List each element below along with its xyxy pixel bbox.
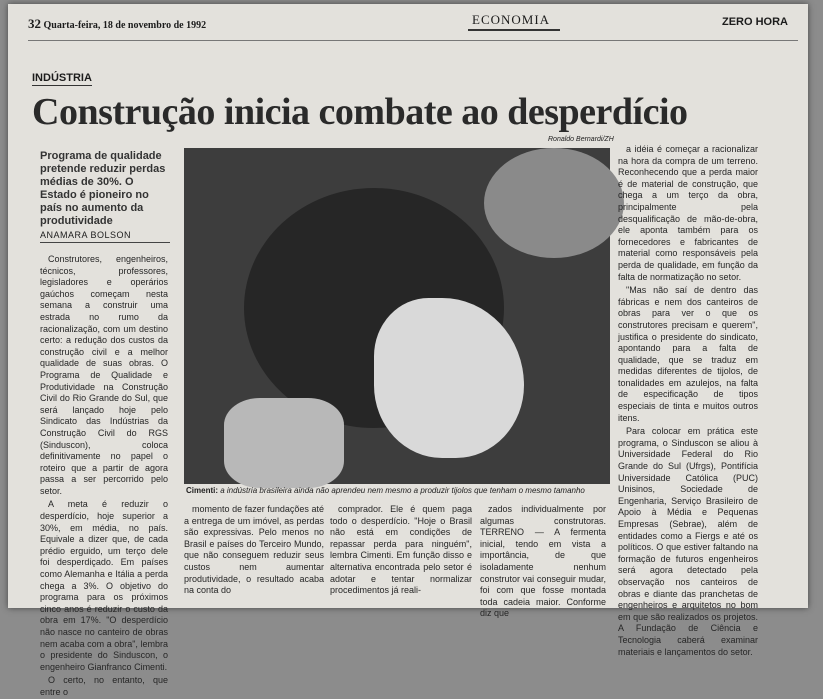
paragraph: comprador. Ele é quem paga todo o desperdício. "Hoje o Brasil não está em condições de repassar perda para ninguém", lembra Cimenti. Em função disso e alternativa encontrada pelo setor é adotar e tentar normalizar procedimentos já reali- [330, 504, 472, 596]
paragraph: Para colocar em prática este programa, o Sinduscon se aliou à Universidade Federal do Rio Grande do Sul (Ufrgs), Pontifícia Universidade Católica (PUC) Unisinos, Sociedade de Engenharia, Serviço Brasileiro de Apoio à Média e Pequenas Empresas (Sebrae), além de entidades como a Fiergs e até os políticos. O que estiver faltando na formação de futuros engenheiros será agora detectado pela observação nos canteiros de obras e diante das pranchetas de engenheiros e arquitetos no bom em que são realizados os projetos. A Fundação de Ciência e Tecnologia caberá examinar materiais e lançamentos do setor. [618, 426, 758, 657]
paragraph: a idéia é começar a racionalizar na hora da compra de um terreno. Reconhecendo que a perda maior é de material de construção, que chega a um terço da obra, principalmente pela desqualificação de mão-de-obra, ele aponta também para os fornecedores e fabricantes de material como responsáveis pela perda de qualidade, em função da falta de normatização no setor. [618, 144, 758, 282]
page-number-date [28, 16, 206, 32]
text-column-2 [184, 504, 324, 599]
paragraph: Construtores, engenheiros, técnicos, professores, legisladores e operários gaúchos começam nesta semana a construir uma estrada no rumo da racionalização, com um destino certo: a redução dos custos da construção civil e a melhor qualidade de suas obras. O Programa de Qualidade e Produtividade na Construção Civil do Rio Grande do Sul, que será lançado hoje pelo Sindicato das Indústrias da Construção Civil do RGS (Sinduscon), coloca definitivamente no papel o roteiro que a partir de agora passa a ser percorrido pelo setor. [40, 254, 168, 496]
photo-caption [186, 486, 610, 495]
article-headline: Construção inicia combate ao desperdício [32, 91, 688, 133]
text-column-1 [40, 254, 168, 697]
page-date: Quarta-feira, 18 de novembro de 1992 [43, 20, 207, 31]
page-header [28, 12, 788, 34]
section-name: ECONOMIA [468, 12, 560, 31]
newspaper-page [8, 4, 808, 697]
paragraph: A meta é reduzir o desperdício, hoje superior a 30%, em média, no país. Equivale a dizer que, de cada prédio erguido, um terço dele foi desperdiçado. Em países como Alemanha e Itália a perda chega a 3%. O objetivo do programa para os próximos cinco anos é reduzir o custo da obra em 17%. "O desperdício não nasce no canteiro de obras nem acaba com a obra", lembra o presidente do Sinduscon, o engenheiro Gianfranco Cimenti. [40, 499, 168, 672]
caption-text: a indústria brasileira ainda não aprendeu nem mesmo a produzir tijolos que tenham o mesmo tamanho [220, 486, 585, 495]
photo-credit: Ronaldo Bernardi/ZH [548, 136, 614, 143]
article-byline: ANAMARA BOLSON [40, 230, 170, 243]
photo-foreground [224, 398, 344, 488]
text-column-4 [480, 504, 606, 619]
paragraph: zados individualmente por algumas construtoras. TERRENO — A fermenta inicial, tendo em vista a importância, de que isoladamente nenhum construtor vai conseguir mudar, foi com que fosse montada toda cadeia maior. Conforme diz que [480, 504, 606, 619]
photo-background [484, 148, 624, 258]
article-kicker: INDÚSTRIA [32, 72, 92, 84]
text-column-5 [618, 144, 758, 657]
page-number: 32 [28, 16, 41, 31]
article-deck: Programa de qualidade pretende reduzir perdas médias de 30%. O Estado é pioneiro no país no aumento da produtividade [40, 150, 166, 227]
paragraph: momento de fazer fundações até a entrega de um imóvel, as perdas são expressivas. Pelo menos no Brasil e países do Terceiro Mundo, que não conseguem reduzir seus custos nem aumentar produtividade, o resultado acaba na conta do [184, 504, 324, 596]
newspaper-name: ZERO HORA [722, 16, 788, 28]
paragraph: "Mas não saí de dentro das fábricas e nem dos canteiros de obras para ver o que os construtores precisam e querem", justifica o presidente do sindicato, apontando para a falta de qualidade, que se traduz em medidas diferentes de tijolos, de tonalidades em azulejos, na falta de especificação de tipos especiais de tinta e muitos outros itens. [618, 285, 758, 423]
header-rule [28, 40, 798, 41]
paragraph: O certo, no entanto, que entre o [40, 675, 168, 697]
article-photo [184, 148, 610, 484]
text-column-3 [330, 504, 472, 599]
caption-label: Cimenti: [186, 486, 218, 495]
